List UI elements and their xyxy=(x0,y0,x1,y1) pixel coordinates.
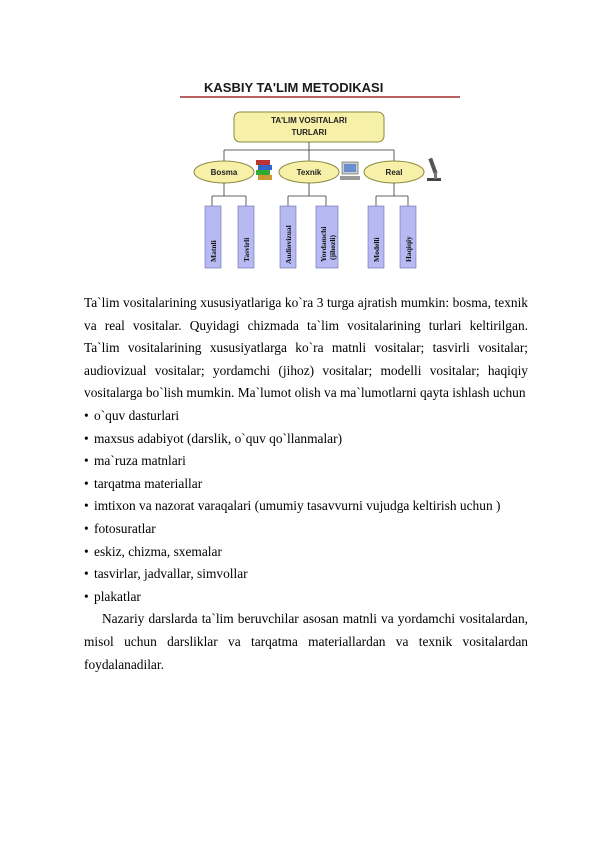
root-connectors xyxy=(224,142,394,162)
list-item xyxy=(84,563,528,586)
list-item-text: ma`ruza matnlari xyxy=(94,453,186,469)
bullet-icon: • xyxy=(84,475,89,491)
microscope-icon xyxy=(427,158,441,181)
bullet-icon: • xyxy=(84,588,89,604)
body-text xyxy=(84,292,528,676)
leaf-haqiqiy: Haqiqiy xyxy=(404,236,413,262)
leaf-yordamchi: Yordamchi xyxy=(319,226,328,262)
category-bosma-label: Bosma xyxy=(210,168,238,177)
list-item-text: maxsus adabiyot (darslik, o`quv qo`llanmalar) xyxy=(94,430,343,446)
list-item xyxy=(84,586,528,609)
leaf-jihozli: (jihozli) xyxy=(328,235,337,260)
list-item xyxy=(84,405,528,428)
leaf-audiovizual: Audiovizual xyxy=(284,225,293,264)
category-texnik-label: Texnik xyxy=(296,168,322,177)
computer-icon xyxy=(340,162,360,180)
root-label-line2: TURLARI xyxy=(291,128,327,137)
diagram-figure xyxy=(176,78,462,278)
list-item-text: imtixon va nazorat varaqalari (umumiy tasavvurni vujudga keltirish uchun ) xyxy=(94,498,501,514)
list-item xyxy=(84,428,528,451)
root-label-line1: TA'LIM VOSITALARI xyxy=(271,116,347,125)
paragraph-intro: Ta`lim vositalarining xususiyatlariga ko`ra 3 turga ajratish mumkin: bosma, texnik va real vositalar. Quyidagi chizmada ta`lim vositalarining turlari keltirilgan. Ta`lim vositalarining xususiyatlarga ko`ra matnli vositalar; tasvirli vositalar; audiovizual vositalar; yordamchi (jihoz) vositalar; modelli vositalar; haqiqiy vositalarga bo`lish mumkin. Ma`lumot olish va ma`lumotlarni qayta ishlash uchun xyxy=(84,295,528,401)
category-real-label: Real xyxy=(385,168,403,177)
leaf-modelli: Modelli xyxy=(372,237,381,262)
figure-title: KASBIY TA'LIM METODIKASI xyxy=(204,80,384,95)
list-item xyxy=(84,473,528,496)
list-item-text: eskiz, chizma, sxemalar xyxy=(94,543,222,559)
leaf-connectors xyxy=(212,183,408,206)
bullet-icon: • xyxy=(84,430,89,446)
list-item-text: tarqatma materiallar xyxy=(94,475,203,491)
bullet-icon: • xyxy=(84,566,89,582)
paragraph-conclusion: Nazariy darslarda ta`lim beruvchilar asosan matnli va yordamchi vositalardan, misol uchun darsliklar va tarqatma materiallardan va texnik vositalardan foydalanadilar. xyxy=(84,611,528,672)
list-item-text: tasvirlar, jadvallar, simvollar xyxy=(94,566,248,582)
bullet-list xyxy=(84,405,528,608)
list-item-text: fotosuratlar xyxy=(94,520,156,536)
list-item xyxy=(84,450,528,473)
list-item xyxy=(84,495,528,518)
list-item-text: o`quv dasturlari xyxy=(94,407,180,423)
books-icon xyxy=(256,160,272,180)
list-item xyxy=(84,518,528,541)
leaf-matnli: Matnli xyxy=(209,240,218,262)
bullet-icon: • xyxy=(84,407,89,423)
bullet-icon: • xyxy=(84,498,89,514)
list-item-text: plakatlar xyxy=(94,588,141,604)
bullet-icon: • xyxy=(84,453,89,469)
leaf-tasvirli: Tasvirli xyxy=(242,237,251,262)
teaching-tools-diagram xyxy=(176,78,462,278)
list-item xyxy=(84,541,528,564)
bullet-icon: • xyxy=(84,520,89,536)
bullet-icon: • xyxy=(84,543,89,559)
leaf-boxes xyxy=(205,206,416,268)
